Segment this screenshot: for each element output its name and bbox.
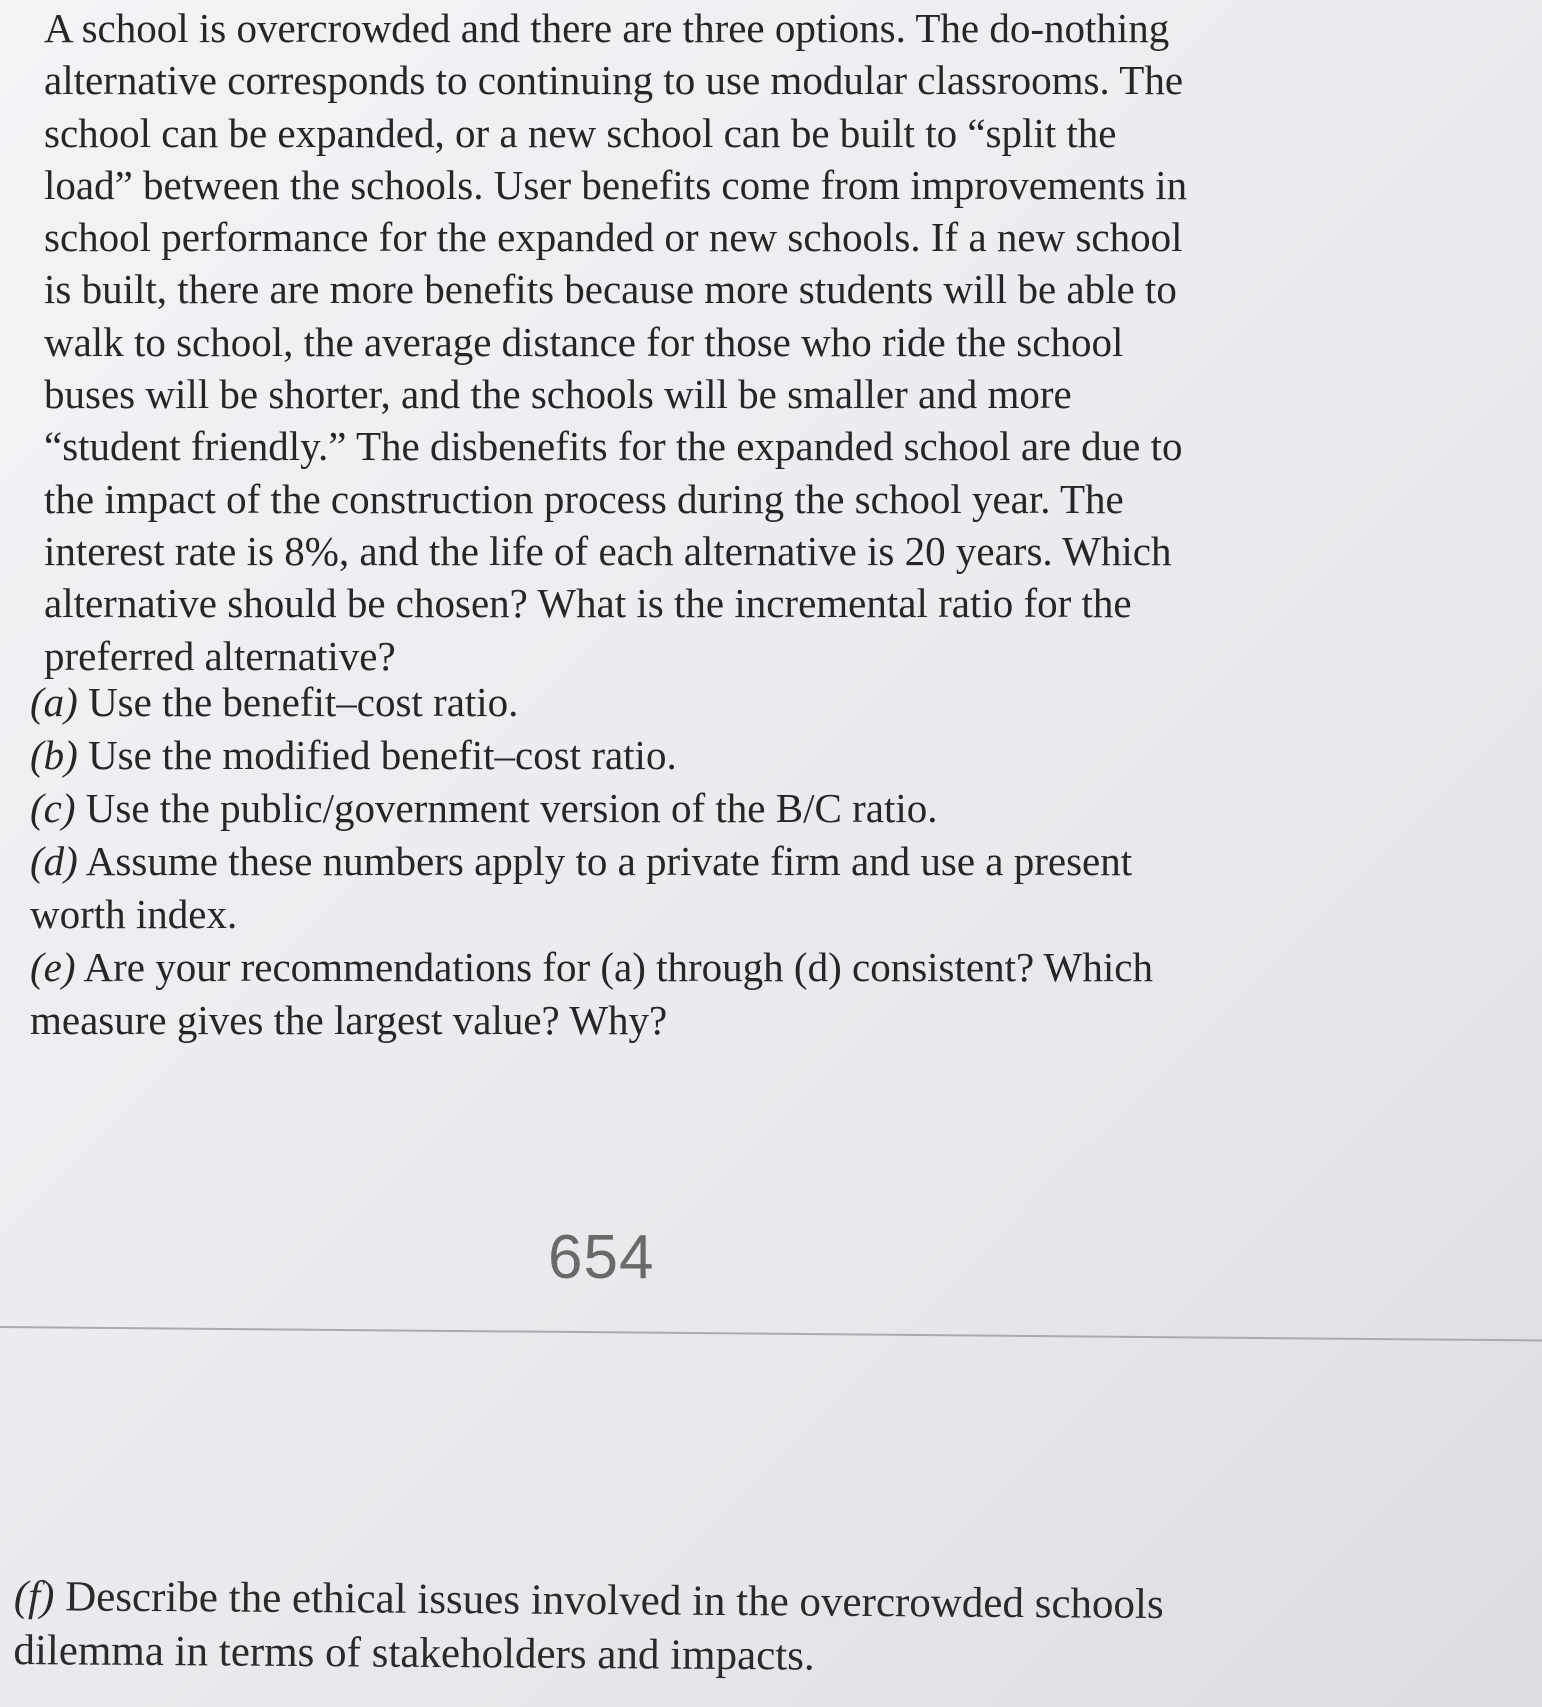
page-number: 654 <box>548 1223 655 1292</box>
problem-line: walk to school, the average distance for those who ride the school <box>44 318 1124 365</box>
problem-line: school performance for the expanded or new schools. If a new school <box>44 214 1183 261</box>
part-f-text-line2: dilemma in terms of stakeholders and impacts. <box>13 1626 815 1680</box>
problem-line: school can be expanded, or a new school can be built to “split the <box>44 109 1117 156</box>
part-f-text-line1: Describe the ethical issues involved in the overcrowded schools <box>54 1573 1164 1629</box>
part-d <box>30 835 1350 941</box>
problem-statement <box>44 2 1344 682</box>
question-parts <box>30 676 1350 1047</box>
page-divider <box>0 1326 1542 1341</box>
part-a-text: Use the benefit–cost ratio. <box>77 679 519 725</box>
part-d-letter: (d) <box>30 838 78 884</box>
problem-line: interest rate is 8%, and the life of each alternative is 20 years. Which <box>44 527 1172 574</box>
part-e <box>30 941 1350 1047</box>
part-b-text: Use the modified benefit–cost ratio. <box>77 732 677 778</box>
part-f <box>13 1570 1414 1688</box>
part-e-letter: (e) <box>30 944 76 990</box>
part-e-text-line2: measure gives the largest value? Why? <box>30 997 668 1043</box>
problem-line: “student friendly.” The disbenefits for the expanded school are due to <box>44 423 1183 470</box>
part-c-text: Use the public/government version of the B/C ratio. <box>75 785 938 831</box>
problem-line: alternative should be chosen? What is the incremental ratio for the <box>44 580 1132 627</box>
part-b-letter: (b) <box>30 732 78 778</box>
part-d-text-line2: worth index. <box>30 891 238 937</box>
part-c <box>30 782 1350 835</box>
part-a <box>30 676 1350 729</box>
problem-line: preferred alternative? <box>44 632 396 679</box>
problem-line: buses will be shorter, and the schools will be smaller and more <box>44 371 1072 418</box>
part-a-letter: (a) <box>30 679 78 725</box>
part-c-letter: (c) <box>30 785 76 831</box>
problem-line: A school is overcrowded and there are three options. The do-nothing <box>44 5 1170 51</box>
part-e-text-line1: Are your recommendations for (a) through (d) consistent? Which <box>75 944 1153 990</box>
part-b <box>30 729 1350 782</box>
problem-line: the impact of the construction process during the school year. The <box>44 475 1124 522</box>
part-d-text-line1: Assume these numbers apply to a private firm and use a present <box>77 838 1133 884</box>
problem-line: is built, there are more benefits because more students will be able to <box>44 266 1177 313</box>
part-f-letter: (f) <box>13 1572 55 1621</box>
problem-line: load” between the schools. User benefits come from improvements in <box>44 161 1188 208</box>
problem-line: alternative corresponds to continuing to use modular classrooms. The <box>44 57 1184 104</box>
